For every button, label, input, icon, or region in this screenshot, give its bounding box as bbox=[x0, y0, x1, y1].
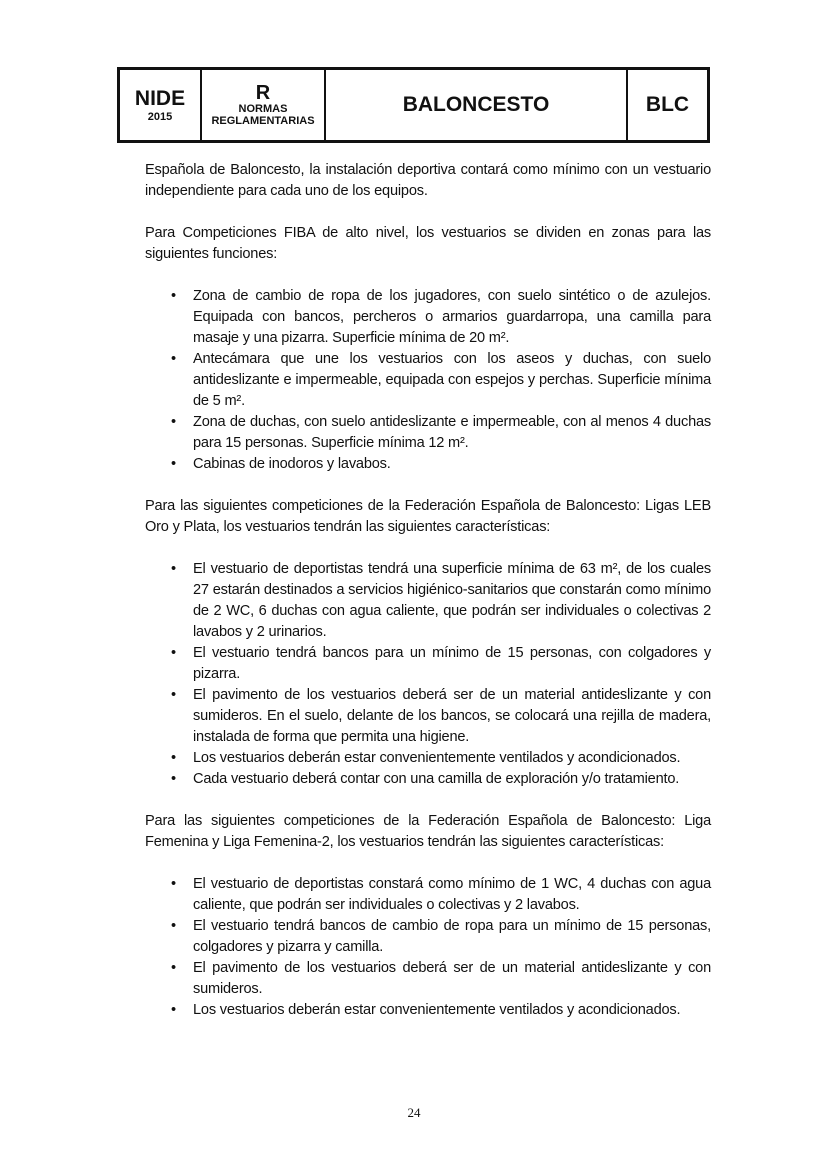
header-cell-nide bbox=[120, 70, 202, 140]
paragraph: Para las siguientes competiciones de la Federación Española de Baloncesto: Liga Femenina y Liga Femenina-2, los vestuarios tendrán las siguientes características: bbox=[145, 813, 711, 850]
list-item: • Cada vestuario deberá contar con una camilla de exploración y/o tratamiento. bbox=[193, 769, 711, 790]
paragraph: Española de Baloncesto, la instalación deportiva contará como mínimo con un vestuario independiente para cada uno de los equipos. bbox=[145, 162, 711, 199]
r-label: R bbox=[255, 82, 271, 104]
bullet-list bbox=[145, 559, 711, 790]
list-item: • Los vestuarios deberán estar convenientemente ventilados y acondicionados. bbox=[193, 1000, 711, 1021]
doc-title: BALONCESTO bbox=[402, 93, 550, 116]
bullet-list bbox=[145, 874, 711, 1021]
list-item: • Zona de duchas, con suelo antideslizante e impermeable, con al menos 4 duchas para 15 personas. Superficie mínima 12 m². bbox=[193, 412, 711, 454]
list-item: • El vestuario tendrá bancos para un mínimo de 15 personas, con colgadores y pizarra. bbox=[193, 643, 711, 685]
list-item: • Antecámara que une los vestuarios con los aseos y duchas, con suelo antideslizante e impermeable, equipada con espejos y perchas. Superficie mínima de 5 m². bbox=[193, 349, 711, 412]
page-number: 24 bbox=[407, 1105, 421, 1120]
header-cell-normas bbox=[202, 70, 326, 140]
list-item: • El vestuario de deportistas tendrá una superficie mínima de 63 m², de los cuales 27 estarán destinados a servicios higiénico-sanitarios que constarán como mínimo de 2 WC, 6 duchas con agua caliente, que podrán ser individuales o colectivas 2 lavabos y 2 urinarios. bbox=[193, 559, 711, 643]
header-cell-title bbox=[326, 70, 628, 140]
doc-code: BLC bbox=[645, 93, 690, 116]
list-item: • El vestuario tendrá bancos de cambio de ropa para un mínimo de 15 personas, colgadores y pizarra y camilla. bbox=[193, 916, 711, 958]
list-item: • Cabinas de inodoros y lavabos. bbox=[193, 454, 711, 475]
reglamentarias-label: REGLAMENTARIAS bbox=[211, 115, 315, 127]
list-item: • El vestuario de deportistas constará como mínimo de 1 WC, 4 duchas con agua caliente, que podrán ser individuales o colectivas y 2 lavabos. bbox=[193, 874, 711, 916]
paragraph: Para Competiciones FIBA de alto nivel, los vestuarios se dividen en zonas para las siguientes funciones: bbox=[145, 225, 711, 262]
document-body bbox=[145, 160, 711, 1042]
year-label: 2015 bbox=[147, 111, 173, 123]
nide-label: NIDE bbox=[134, 87, 186, 110]
header-table bbox=[117, 67, 710, 143]
list-item: • Zona de cambio de ropa de los jugadores, con suelo sintético o de azulejos. Equipada con bancos, percheros o armarios guardarropa, una camilla para masaje y una pizarra. Superficie mínima de 20 m². bbox=[193, 286, 711, 349]
header-cell-code bbox=[628, 70, 707, 140]
list-item: • El pavimento de los vestuarios deberá ser de un material antideslizante y con sumideros. bbox=[193, 958, 711, 1000]
bullet-list bbox=[145, 286, 711, 475]
paragraph: Para las siguientes competiciones de la Federación Española de Baloncesto: Ligas LEB Oro y Plata, los vestuarios tendrán las siguientes características: bbox=[145, 498, 711, 535]
normas-label: NORMAS bbox=[238, 103, 288, 115]
list-item: • El pavimento de los vestuarios deberá ser de un material antideslizante y con sumideros. En el suelo, delante de los bancos, se colocará una rejilla de madera, instalada de forma que permita una higiene. bbox=[193, 685, 711, 748]
list-item: • Los vestuarios deberán estar convenientemente ventilados y acondicionados. bbox=[193, 748, 711, 769]
